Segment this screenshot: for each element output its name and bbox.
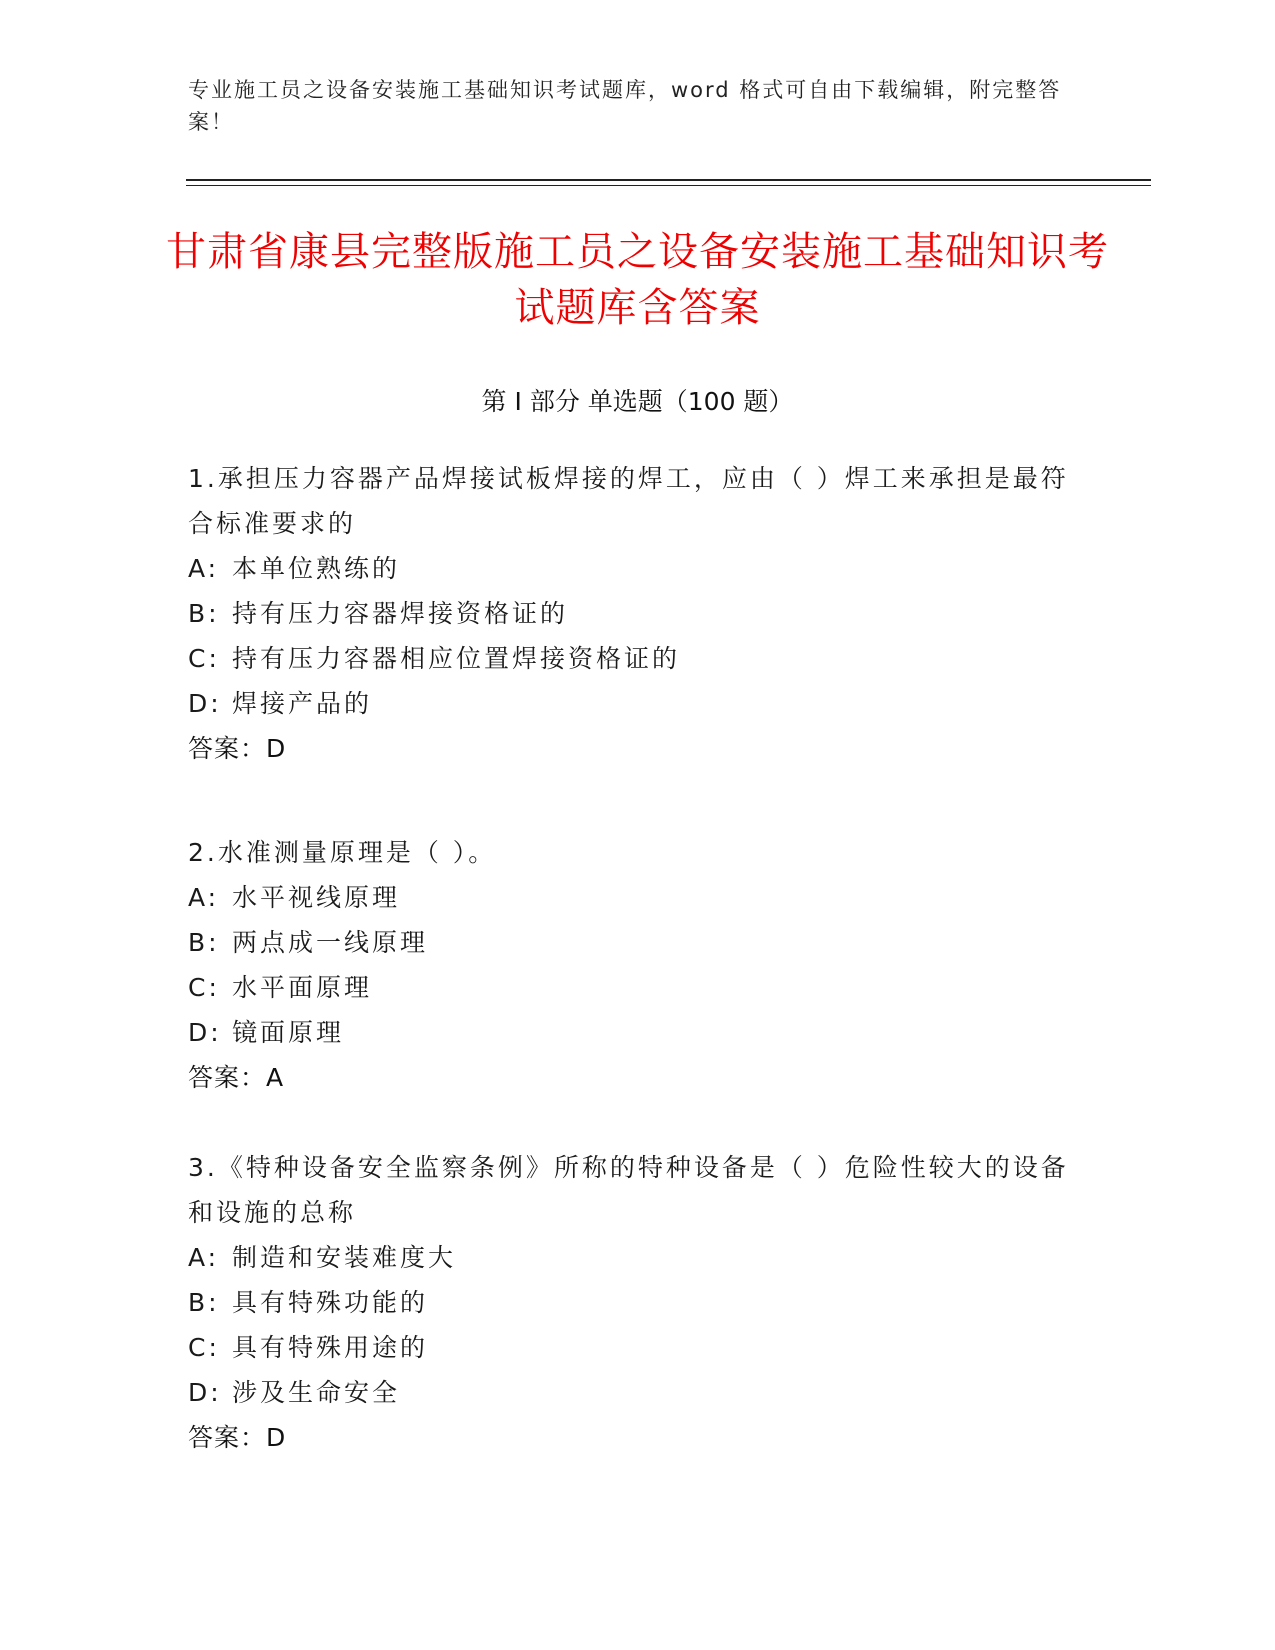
- question-1: [188, 456, 1088, 771]
- option-key: B:: [188, 1288, 220, 1317]
- option-key: A:: [188, 1243, 220, 1272]
- option-text: 持有压力容器焊接资格证的: [232, 599, 569, 628]
- option-c: [188, 636, 1088, 681]
- option-d: [188, 681, 1088, 726]
- question-2: [188, 830, 1088, 1100]
- option-d: [188, 1010, 1088, 1055]
- option-d: [188, 1370, 1088, 1415]
- option-text: 具有特殊功能的: [232, 1288, 429, 1317]
- option-text: 水平面原理: [232, 973, 373, 1002]
- header-rule-thick: [186, 179, 1151, 181]
- question-stem: 3.《特种设备安全监察条例》所称的特种设备是（ ）危险性较大的设备和设施的总称: [188, 1153, 1069, 1227]
- option-text: 本单位熟练的: [232, 554, 401, 583]
- option-text: 具有特殊用途的: [232, 1333, 429, 1362]
- document-title: 甘肃省康县完整版施工员之设备安装施工基础知识考试题库含答案: [166, 229, 1109, 331]
- option-key: D:: [188, 1018, 222, 1047]
- option-key: D:: [188, 1378, 222, 1407]
- option-key: C:: [188, 973, 220, 1002]
- option-key: C:: [188, 644, 220, 673]
- option-b: [188, 1280, 1088, 1325]
- section-title: 第 I 部分 单选题（100 题）: [481, 387, 794, 416]
- option-key: B:: [188, 599, 220, 628]
- question-stem: 1.承担压力容器产品焊接试板焊接的焊工，应由（ ）焊工来承担是最符合标准要求的: [188, 464, 1069, 538]
- answer: 答案：D: [188, 1423, 287, 1452]
- option-a: [188, 546, 1088, 591]
- option-a: [188, 1235, 1088, 1280]
- option-key: A:: [188, 883, 220, 912]
- option-key: A:: [188, 554, 220, 583]
- option-key: C:: [188, 1333, 220, 1362]
- option-text: 水平视线原理: [232, 883, 401, 912]
- answer: 答案：D: [188, 734, 287, 763]
- answer: 答案：A: [188, 1063, 285, 1092]
- option-text: 两点成一线原理: [232, 928, 429, 957]
- option-a: [188, 875, 1088, 920]
- option-key: D:: [188, 689, 222, 718]
- option-c: [188, 1325, 1088, 1370]
- option-text: 涉及生命安全: [232, 1378, 401, 1407]
- option-text: 焊接产品的: [232, 689, 373, 718]
- header-note: 专业施工员之设备安装施工基础知识考试题库，word 格式可自由下载编辑，附完整答案！: [188, 78, 1062, 134]
- question-3: [188, 1145, 1088, 1460]
- option-c: [188, 965, 1088, 1010]
- option-key: B:: [188, 928, 220, 957]
- option-text: 制造和安装难度大: [232, 1243, 457, 1272]
- option-b: [188, 920, 1088, 965]
- question-stem: 2.水准测量原理是（ ）。: [188, 838, 497, 867]
- option-b: [188, 591, 1088, 636]
- header-rule-thin: [186, 185, 1151, 186]
- option-text: 持有压力容器相应位置焊接资格证的: [232, 644, 681, 673]
- option-text: 镜面原理: [232, 1018, 345, 1047]
